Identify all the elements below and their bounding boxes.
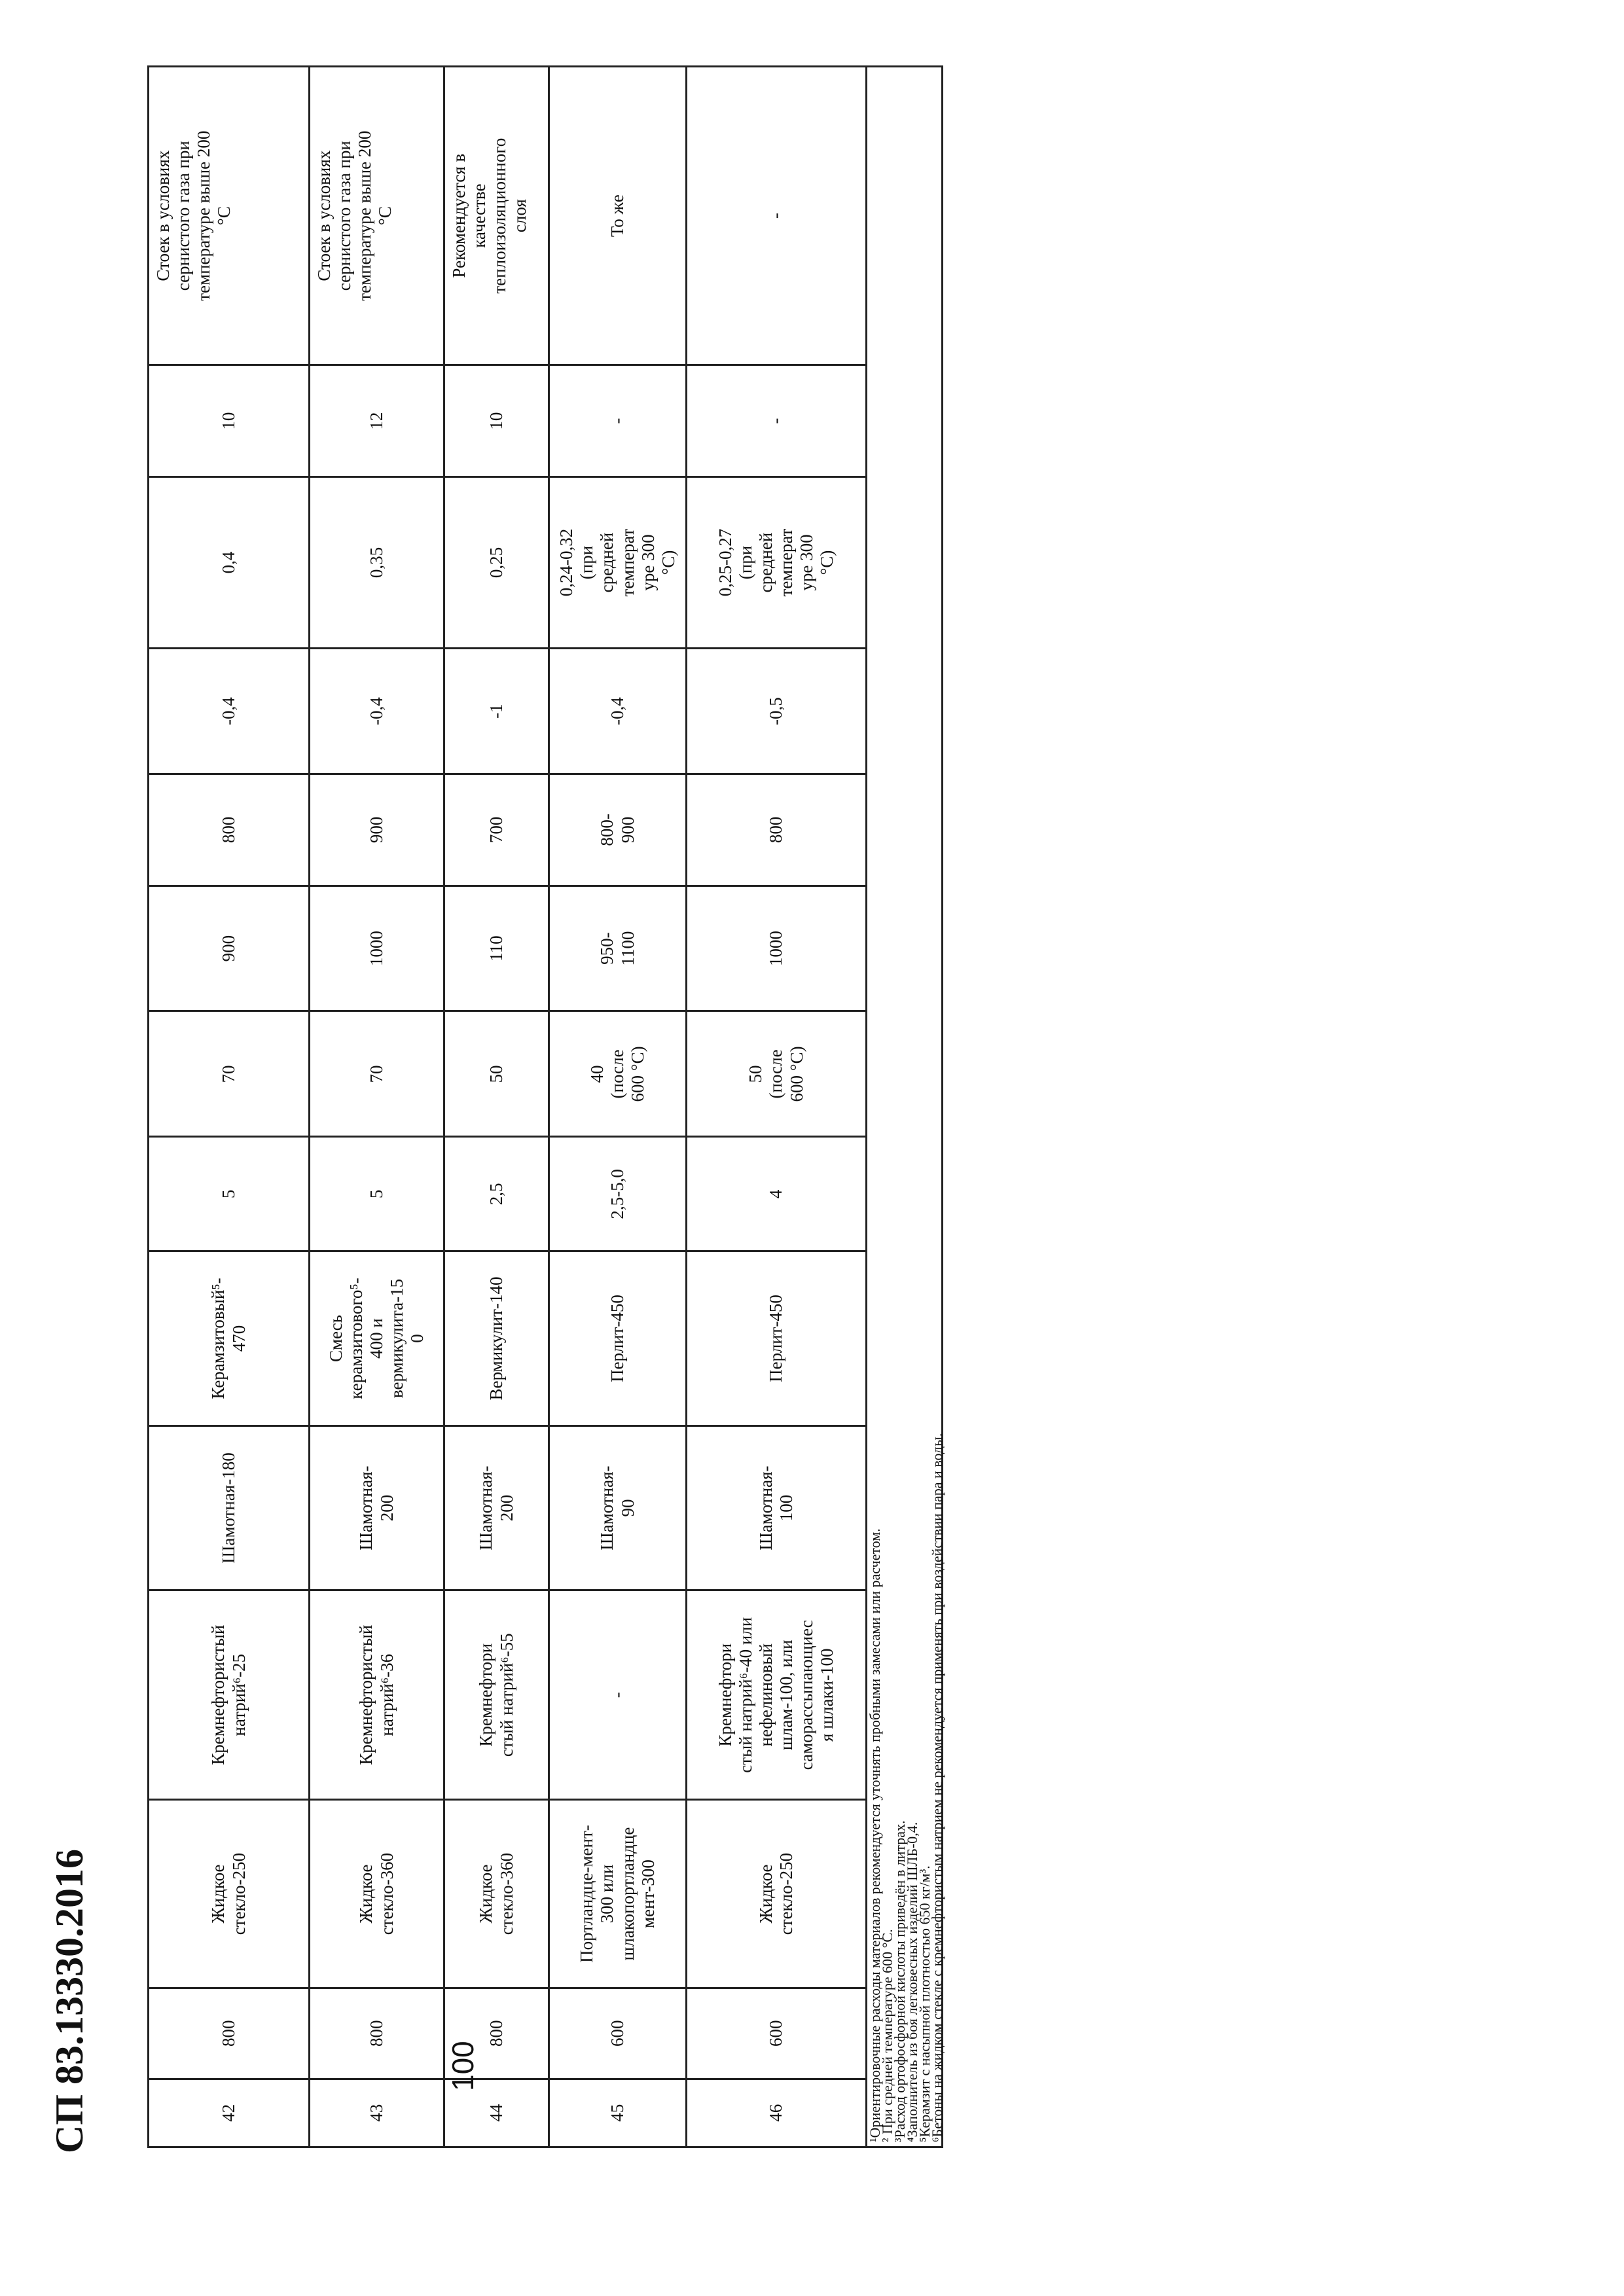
table-cell: 700 bbox=[444, 774, 549, 886]
table-cell: - bbox=[687, 365, 867, 477]
document-code: СП 83.13330.2016 bbox=[48, 1849, 91, 2153]
table-row bbox=[549, 67, 687, 2147]
table-cell: Шамотная- 100 bbox=[687, 1426, 867, 1590]
table-cell: 800 bbox=[149, 1988, 310, 2079]
table-cell: 950- 1100 bbox=[549, 886, 687, 1011]
footnotes bbox=[867, 65, 943, 2148]
table-cell: 1000 bbox=[310, 886, 444, 1011]
table-cell: 50 bbox=[444, 1011, 549, 1137]
table-cell: Кремнефтористый натрий⁶-36 bbox=[310, 1590, 444, 1800]
table-cell: Перлит-450 bbox=[687, 1251, 867, 1426]
table-cell: 800 bbox=[149, 774, 310, 886]
table-cell: - bbox=[549, 1590, 687, 1800]
table-cell: Стоек в условиях сернистого газа при температуре выше 200 °С bbox=[149, 67, 310, 365]
table-cell: Жидкое стекло-360 bbox=[310, 1800, 444, 1988]
table-cell: Жидкое стекло-250 bbox=[149, 1800, 310, 1988]
table-cell: 800- 900 bbox=[549, 774, 687, 886]
table-cell: Портландце-мент- 300 или шлакопортландце мент-300 bbox=[549, 1800, 687, 1988]
table-cell: 42 bbox=[149, 2079, 310, 2147]
table-cell: Шамотная-180 bbox=[149, 1426, 310, 1590]
table-cell: 0,24-0,32 (при средней температ уре 300 °С) bbox=[549, 476, 687, 648]
table-cell: Рекомендуется в качестве теплоизоляционного слоя bbox=[444, 67, 549, 365]
table-cell: Жидкое стекло-250 bbox=[687, 1800, 867, 1988]
table-row bbox=[149, 67, 310, 2147]
table-cell: Шамотная- 200 bbox=[310, 1426, 444, 1590]
table-cell: -1 bbox=[444, 649, 549, 774]
table-cell: 800 bbox=[310, 1988, 444, 2079]
footnote: ² При средней температуре 600 °С. bbox=[879, 1929, 895, 2142]
table-cell: 70 bbox=[149, 1011, 310, 1137]
table-cell: 0,25-0,27 (при средней температ уре 300 °С) bbox=[687, 476, 867, 648]
table-cell: 40 (после 600 °С) bbox=[549, 1011, 687, 1137]
table-cell: 45 bbox=[549, 2079, 687, 2147]
table-cell: 2,5 bbox=[444, 1137, 549, 1251]
table-cell: Шамотная- 200 bbox=[444, 1426, 549, 1590]
table-cell: -0,4 bbox=[549, 649, 687, 774]
table-cell: - bbox=[687, 67, 867, 365]
table-cell: 800 bbox=[444, 1988, 549, 2079]
table-cell: 600 bbox=[687, 1988, 867, 2079]
table-cell: 0,35 bbox=[310, 476, 444, 648]
footnote: ³Расход ортофосфорной кислоты приведён в литрах. bbox=[892, 1820, 908, 2142]
table-cell: 10 bbox=[149, 365, 310, 477]
table-cell: Кремнефтористый натрий⁶-25 bbox=[149, 1590, 310, 1800]
table-cell: - bbox=[549, 365, 687, 477]
table-cell: Смесь керамзитового⁵- 400 и вермикулита-15 0 bbox=[310, 1251, 444, 1426]
table-cell: 5 bbox=[149, 1137, 310, 1251]
table-cell: Кремнефтори стый натрий⁶-55 bbox=[444, 1590, 549, 1800]
table-cell: 0,4 bbox=[149, 476, 310, 648]
table-cell: Керамзитовый⁵- 470 bbox=[149, 1251, 310, 1426]
footnote: ⁶Бетоны на жидком стекле с кремнефтористым натрием не рекомендуется применять при воздействии пара и воды. bbox=[929, 1433, 945, 2142]
table-cell: -0,4 bbox=[310, 649, 444, 774]
table-cell: 46 bbox=[687, 2079, 867, 2147]
table-cell: Перлит-450 bbox=[549, 1251, 687, 1426]
table-cell: 900 bbox=[149, 886, 310, 1011]
table-cell: 5 bbox=[310, 1137, 444, 1251]
table-cell: 2,5-5,0 bbox=[549, 1137, 687, 1251]
table-cell: Вермикулит-140 bbox=[444, 1251, 549, 1426]
table-cell: Кремнефтори стый натрий⁶-40 или нефелиновый шлам-100, или саморассыпающиес я шлаки-100 bbox=[687, 1590, 867, 1800]
table-row bbox=[444, 67, 549, 2147]
table-cell: 12 bbox=[310, 365, 444, 477]
footnote: ⁴Заполнитель из боя легковесных изделий ШЛБ-0,4. bbox=[904, 1821, 920, 2142]
table-cell: 1000 bbox=[687, 886, 867, 1011]
table-cell: Жидкое стекло-360 bbox=[444, 1800, 549, 1988]
table-cell: 110 bbox=[444, 886, 549, 1011]
table-cell: 70 bbox=[310, 1011, 444, 1137]
table-cell: 50 (после 600 °С) bbox=[687, 1011, 867, 1137]
table-cell: 10 bbox=[444, 365, 549, 477]
table-row bbox=[687, 67, 867, 2147]
table-cell: 0,25 bbox=[444, 476, 549, 648]
table-cell: 900 bbox=[310, 774, 444, 886]
table-cell: -0,4 bbox=[149, 649, 310, 774]
table-cell: То же bbox=[549, 67, 687, 365]
table-row bbox=[310, 67, 444, 2147]
table-cell: 600 bbox=[549, 1988, 687, 2079]
concrete-compositions-table bbox=[147, 65, 867, 2148]
table-body bbox=[149, 67, 867, 2147]
table-cell: 4 bbox=[687, 1137, 867, 1251]
page-number: 100 bbox=[446, 2041, 480, 2091]
footnote: ⁵Керамзит с насыпной плотностью 650 кг/м³. bbox=[916, 1865, 933, 2142]
table-cell: -0,5 bbox=[687, 649, 867, 774]
table-cell: Стоек в условиях сернистого газа при температуре выше 200 °С bbox=[310, 67, 444, 365]
rotated-table-block bbox=[147, 65, 945, 2148]
table-cell: 44 bbox=[444, 2079, 549, 2147]
table-cell: 800 bbox=[687, 774, 867, 886]
table-cell: Шамотная- 90 bbox=[549, 1426, 687, 1590]
footnote: ¹Ориентировочные расходы материалов рекомендуется уточнять пробными замесами или расчетом. bbox=[867, 1528, 883, 2142]
table-cell: 43 bbox=[310, 2079, 444, 2147]
